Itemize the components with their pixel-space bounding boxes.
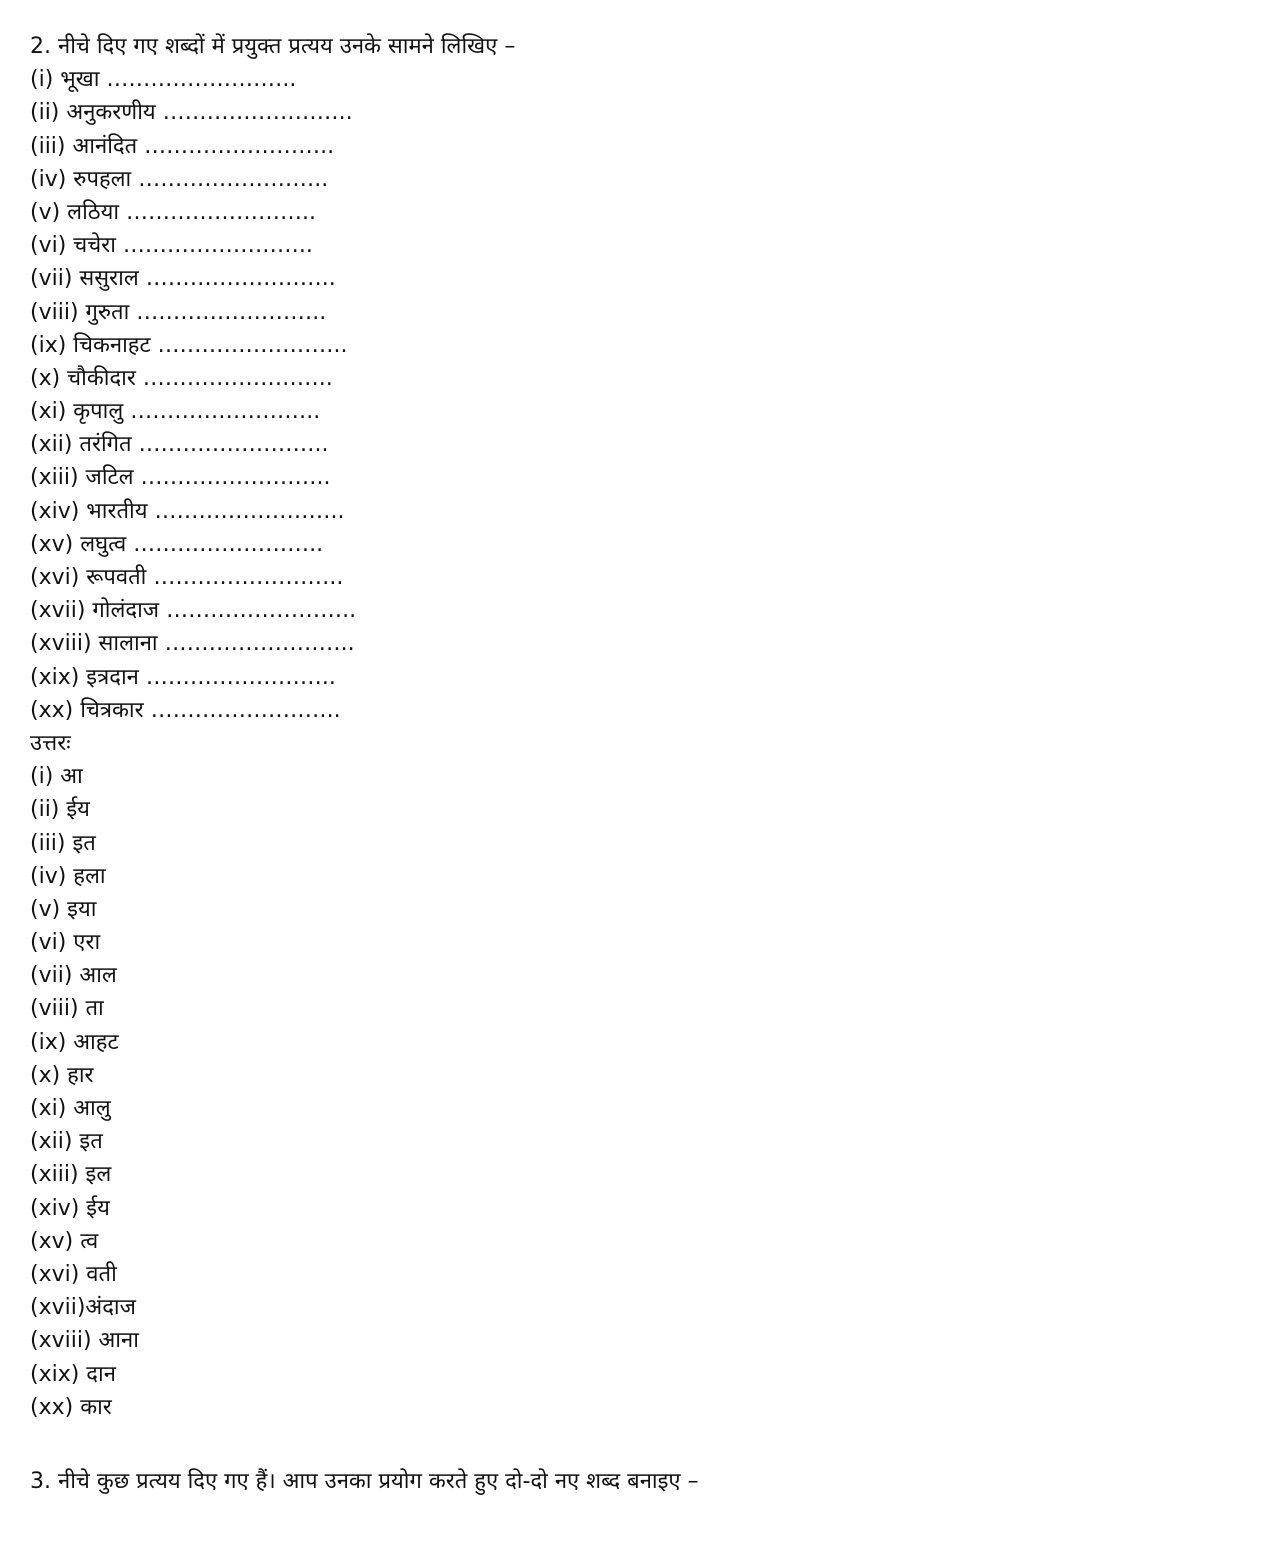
answer-item: (xiii) इल xyxy=(30,1162,112,1188)
question-item: (xiv) भारतीय …………………….. xyxy=(30,498,345,524)
question-item: (vii) ससुराल …………………….. xyxy=(30,266,336,292)
answer-item: (v) इया xyxy=(30,896,97,922)
answer-item: (x) हार xyxy=(30,1062,94,1088)
question-item: (i) भूखा …………………….. xyxy=(30,67,297,93)
answer-item: (xvii)अंदाज xyxy=(30,1295,136,1321)
answer-item: (vi) एरा xyxy=(30,930,101,956)
question-item: (viii) गुरुता …………………….. xyxy=(30,299,327,325)
answer-item: (i) आ xyxy=(30,764,83,790)
question-item: (ix) चिकनाहट …………………….. xyxy=(30,332,348,358)
question-item: (xvi) रूपवती …………………….. xyxy=(30,565,344,590)
answer-item: (iii) इत xyxy=(30,830,96,856)
question-2-heading: 2. नीचे दिए गए शब्दों में प्रयुक्त प्रत्यय उनके सामने लिखिए – xyxy=(30,34,516,59)
answer-item: (ix) आहट xyxy=(30,1029,119,1055)
question-item: (xx) चित्रकार …………………….. xyxy=(30,697,341,723)
question-item: (xii) तरंगित …………………….. xyxy=(30,432,329,458)
question-3-heading: 3. नीचे कुछ प्रत्यय दिए गए हैं। आप उनका प्रयोग करते हुए दो-दो नए शब्द बनाइए – xyxy=(30,1468,699,1494)
question-item: (v) लठिया …………………….. xyxy=(30,199,317,225)
answer-item: (xi) आलु xyxy=(30,1096,111,1121)
answer-item: (xviii) आना xyxy=(30,1328,139,1354)
answer-item: (xix) दान xyxy=(30,1361,116,1387)
question-item: (xvii) गोलंदाज …………………….. xyxy=(30,598,357,624)
question-item: (iii) आनंदित …………………….. xyxy=(30,133,335,159)
question-item: (ii) अनुकरणीय …………………….. xyxy=(30,100,353,126)
answer-item: (viii) ता xyxy=(30,996,104,1022)
question-item: (xix) इत्रदान …………………….. xyxy=(30,664,336,690)
answer-item: (iv) हला xyxy=(30,863,106,889)
document-page xyxy=(30,30,1245,1498)
answer-item: (xx) कार xyxy=(30,1394,112,1420)
answer-item: (xiv) ईय xyxy=(30,1195,110,1221)
question-item: (vi) चचेरा …………………….. xyxy=(30,233,313,259)
section-spacer xyxy=(30,1424,1245,1465)
answer-list xyxy=(30,760,1245,1424)
answer-item: (ii) ईय xyxy=(30,797,90,823)
answer-item: (xv) त्व xyxy=(30,1228,99,1254)
answer-item: (xii) इत xyxy=(30,1129,103,1155)
question-2-list xyxy=(30,63,1245,727)
question-item: (xi) कृपालु …………………….. xyxy=(30,399,321,425)
question-item: (xiii) जटिल …………………….. xyxy=(30,465,331,491)
question-item: (xv) लघुत्व …………………….. xyxy=(30,531,324,557)
answer-item: (vii) आल xyxy=(30,963,117,989)
question-item: (xviii) सालाना …………………….. xyxy=(30,631,355,657)
question-item: (x) चौकीदार …………………….. xyxy=(30,365,333,391)
answer-label: उत्तरः xyxy=(30,730,71,756)
answer-item: (xvi) वती xyxy=(30,1261,117,1287)
question-item: (iv) रुपहला …………………….. xyxy=(30,166,329,192)
